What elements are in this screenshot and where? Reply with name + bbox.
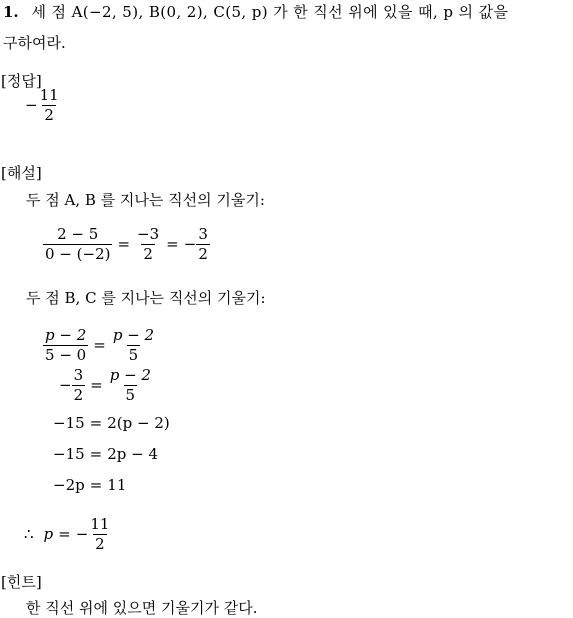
fraction-numerator: 3 <box>198 225 208 243</box>
fraction-numerator: 2 − 5 <box>57 225 99 243</box>
slope-ab-fraction-3 <box>196 227 210 262</box>
step-4-lhs: −15 <box>53 445 85 463</box>
equals-sign: = <box>58 525 71 543</box>
step-3-lhs: −15 <box>53 414 85 432</box>
answer-heading: [정답] <box>1 72 42 90</box>
fraction-numerator: 3 <box>73 366 84 384</box>
answer-fraction <box>38 88 61 123</box>
conclusion <box>24 517 111 552</box>
step-1 <box>43 328 156 363</box>
fraction-denominator: 0 − (−2) <box>45 245 111 263</box>
step-5-lhs: −2p <box>53 476 85 494</box>
problem-line-1 <box>3 5 508 20</box>
conclusion-lhs: p <box>43 525 54 543</box>
problem-text-line1: 세 점 A(−2, 5), B(0, 2), C(5, p) 가 한 직선 위에 있을 때, p 의 값을 <box>31 3 509 21</box>
equals-sign: = <box>89 476 103 494</box>
hint-text: 한 직선 위에 있으면 기울기가 같다. <box>26 599 258 617</box>
fraction-denominator: 5 − 0 <box>45 346 87 364</box>
fraction-numerator: 11 <box>90 515 110 533</box>
equals-sign: = <box>117 235 131 253</box>
answer-sign: − <box>25 96 38 114</box>
slope-bc-label: 두 점 B, C 를 지나는 직선의 기울기: <box>26 289 266 307</box>
step-3 <box>53 416 170 431</box>
slope-ab-label: 두 점 A, B 를 지나는 직선의 기울기: <box>26 191 265 209</box>
step-4-rhs: 2p − 4 <box>107 445 159 463</box>
step-2-rhs-fraction <box>108 368 153 403</box>
step-5 <box>53 478 126 493</box>
answer-denominator: 2 <box>44 106 54 124</box>
slope-ab-fraction-2 <box>135 227 161 262</box>
step-1-lhs-fraction <box>43 328 88 363</box>
fraction-denominator: 5 <box>128 346 139 364</box>
step-1-rhs-fraction <box>111 328 156 363</box>
step-5-rhs: 11 <box>107 476 127 494</box>
step-4 <box>53 447 158 462</box>
fraction-denominator: 2 <box>198 245 208 263</box>
minus-sign: − <box>59 376 72 394</box>
conclusion-fraction <box>88 517 111 552</box>
fraction-numerator: p − 2 <box>45 326 87 344</box>
step-2 <box>59 368 153 403</box>
therefore-symbol: ∴ <box>24 525 34 543</box>
problem-text-line2: 구하여라. <box>3 34 66 52</box>
equals-sign: = <box>90 376 103 394</box>
slope-ab-equation <box>43 227 210 262</box>
solution-heading: [해설] <box>1 164 42 182</box>
minus-sign: − <box>183 235 197 253</box>
fraction-numerator: p − 2 <box>109 366 151 384</box>
equals-sign: = <box>89 445 103 463</box>
step-2-lhs-fraction <box>72 368 86 403</box>
answer-value <box>25 88 61 123</box>
step-3-rhs: 2(p − 2) <box>107 414 170 432</box>
slope-ab-fraction-1 <box>43 227 112 262</box>
equals-sign: = <box>166 235 179 253</box>
fraction-denominator: 2 <box>73 386 84 404</box>
minus-sign: − <box>75 525 89 543</box>
fraction-numerator: p − 2 <box>112 326 155 344</box>
hint-heading: [힌트] <box>1 573 42 591</box>
answer-numerator: 11 <box>39 86 59 104</box>
equals-sign: = <box>89 414 103 432</box>
fraction-denominator: 5 <box>125 386 136 404</box>
fraction-denominator: 2 <box>95 535 105 553</box>
problem-number: 1. <box>3 3 19 21</box>
fraction-denominator: 2 <box>143 245 153 263</box>
fraction-numerator: −3 <box>137 225 160 243</box>
equals-sign: = <box>93 336 106 354</box>
